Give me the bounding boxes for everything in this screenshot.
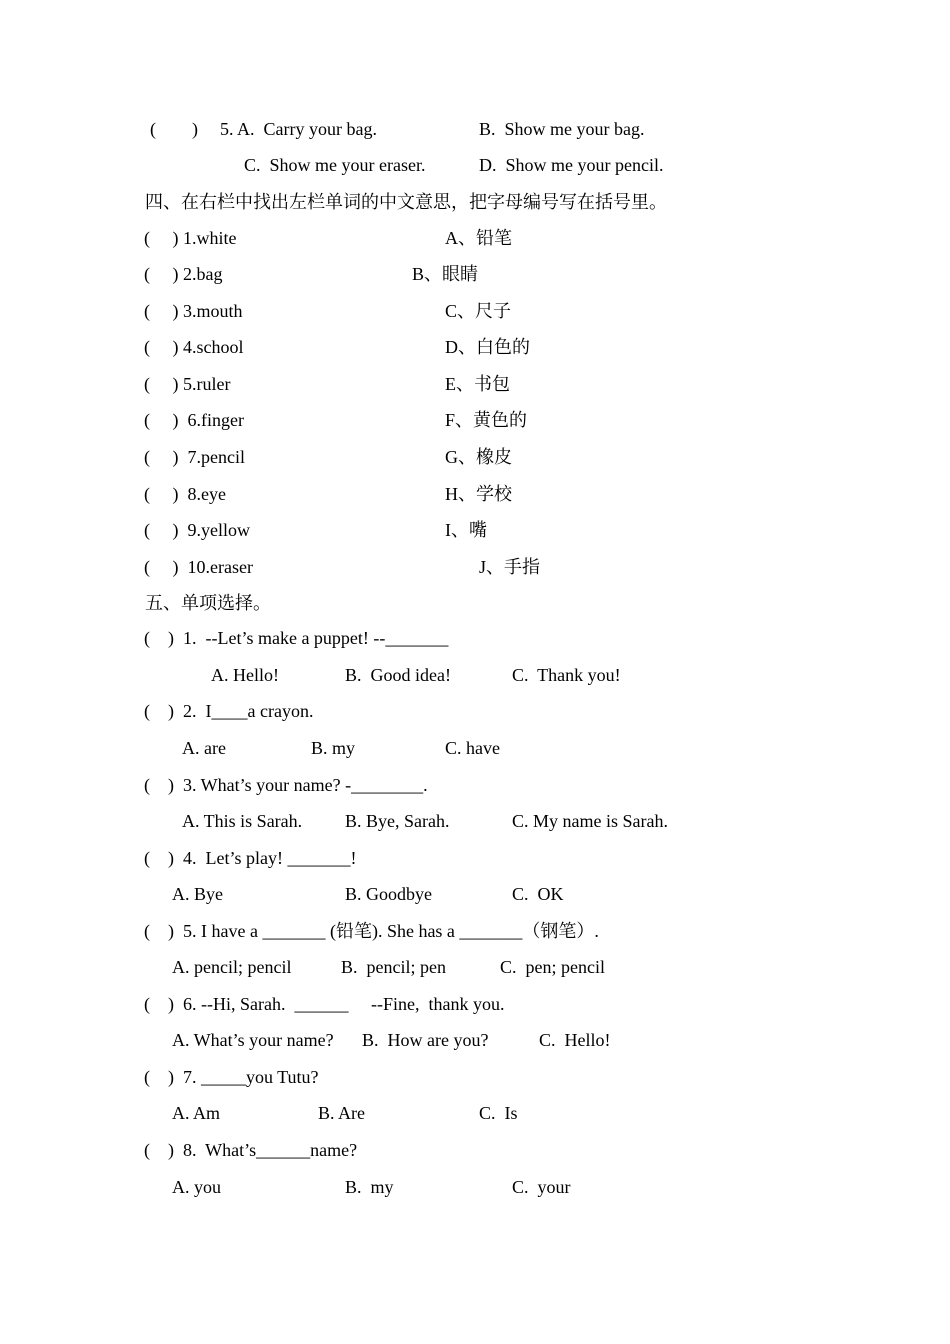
match-left-item: ( ) 9.yellow [144,520,250,540]
section-5-title: 五、单项选择。 [145,593,271,613]
match-left-item: ( ) 10.eraser [144,557,253,577]
option-b: B. Good idea! [345,665,451,685]
match-left-item: ( ) 6.finger [144,410,244,430]
match-right-item: E、书包 [445,374,510,394]
match-left-item: ( ) 2.bag [144,264,223,284]
option-a: A. Bye [172,884,223,904]
question-text: ( ) 7. _____you Tutu? [144,1067,319,1087]
option-b: B. Are [318,1103,365,1123]
option-a: A. are [182,738,226,758]
option-b: B. my [311,738,356,758]
option-c: C. Hello! [539,1030,611,1050]
option-c: C. OK [512,884,564,904]
option-a: A. Am [172,1103,221,1123]
question-text: ( ) 4. Let’s play! _______! [144,848,357,868]
question-text: ( ) 6. --Hi, Sarah. ______ --Fine, thank you. [144,994,505,1014]
option-a: A. pencil; pencil [172,957,292,977]
match-right-item: D、白色的 [445,337,530,357]
option-c: C. My name is Sarah. [512,811,668,831]
match-left-item: ( ) 5.ruler [144,374,231,394]
match-left-item: ( ) 4.school [144,337,244,357]
question-text: ( ) 2. I____a crayon. [144,701,314,721]
match-left-item: ( ) 1.white [144,228,237,248]
match-right-item: A、铅笔 [445,228,512,248]
question-text: ( ) 1. --Let’s make a puppet! --_______ [144,628,449,648]
option-a: A. Hello! [211,665,279,685]
match-left-item: ( ) 7.pencil [144,447,245,467]
option-b: B. Goodbye [345,884,432,904]
option-c: C. your [512,1177,571,1197]
match-left-item: ( ) 3.mouth [144,301,243,321]
option-c: C. Is [479,1103,518,1123]
match-right-item: G、橡皮 [445,447,512,467]
option-a: A. What’s your name? [172,1030,334,1050]
option-b: B. How are you? [362,1030,489,1050]
answer-paren: ( ) [150,119,198,139]
question-option-d: D. Show me your pencil. [479,155,664,175]
question-option-c: C. Show me your eraser. [244,155,426,175]
option-a: A. you [172,1177,221,1197]
match-right-item: H、学校 [445,484,512,504]
match-right-item: I、嘴 [445,520,487,540]
option-b: B. pencil; pen [341,957,446,977]
option-b: B. my [345,1177,394,1197]
match-right-item: F、黄色的 [445,410,528,430]
match-right-item: B、眼睛 [412,264,479,284]
match-left-item: ( ) 8.eye [144,484,226,504]
question-text: ( ) 3. What’s your name? -________. [144,775,428,795]
question-text: ( ) 8. What’s______name? [144,1140,358,1160]
option-c: C. pen; pencil [500,957,605,977]
option-b: B. Bye, Sarah. [345,811,450,831]
section-4-title: 四、在右栏中找出左栏单词的中文意思，把字母编号写在括号里。 [145,192,667,212]
question-option-b: B. Show me your bag. [479,119,645,139]
question-option-a: 5. A. Carry your bag. [220,119,377,139]
option-c: C. have [445,738,500,758]
option-a: A. This is Sarah. [182,811,303,831]
match-right-item: J、手指 [479,557,541,577]
option-c: C. Thank you! [512,665,621,685]
match-right-item: C、尺子 [445,301,512,321]
question-text: ( ) 5. I have a _______ (铅笔). She has a _______（钢笔）. [144,921,599,941]
